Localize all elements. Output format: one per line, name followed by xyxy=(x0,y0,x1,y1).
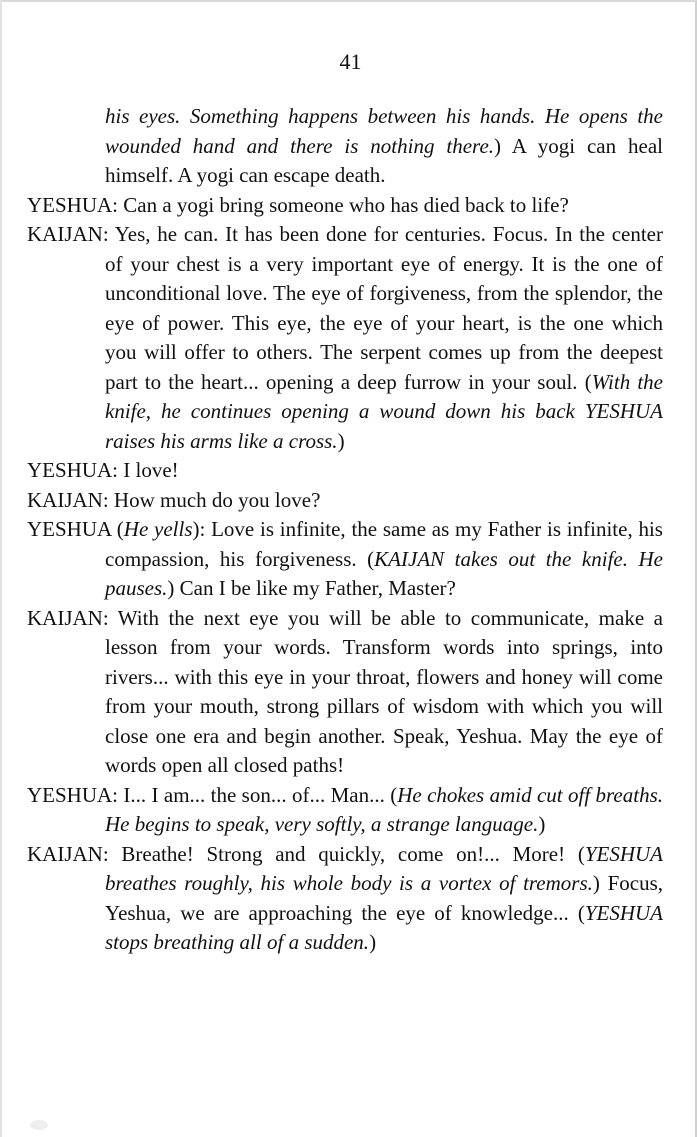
dialogue-line xyxy=(2,102,697,191)
speaker-name: KAIJAN: xyxy=(27,487,109,512)
dialogue-text: How much do you love? xyxy=(108,487,321,512)
speaker-name: YESHUA xyxy=(27,517,112,541)
dialogue-text: ) xyxy=(369,930,377,954)
dialogue-line xyxy=(2,840,697,958)
dialogue-text: With the next eye you will be able to communicate, make a lesson from your words. Transform words into springs, into rivers... with this eye in your throat, flowers and honey will come from your mouth, strong pillars of wisdom with which you will close one era and begin another. Speak, Yeshua. May the eye of words open all closed paths! xyxy=(105,605,663,777)
script-text xyxy=(2,102,697,958)
dialogue-text: ( xyxy=(111,517,124,541)
dialogue-text: Yes, he can. It has been done for centuries. Focus. In the center of your chest is a very important eye of energy. It is the one of unconditional love. The eye of forgiveness, from the splendor, the eye of power. This eye, the eye of your heart, is the one which you will offer to others. The serpent comes up from the deepest part to the heart... opening a deep furrow in your soul. ( xyxy=(105,222,663,394)
stage-direction: YESHUA stops breathing all of a sudden. xyxy=(105,900,663,954)
speaker-name: KAIJAN: xyxy=(27,605,109,630)
dialogue-line xyxy=(2,456,697,486)
dialogue-text: I love! xyxy=(118,458,179,482)
dialogue-line xyxy=(2,191,697,221)
dialogue-text: ) Can I be like my Father, Master? xyxy=(167,576,456,600)
dialogue-text: ) xyxy=(538,812,546,836)
speaker-name: YESHUA: xyxy=(27,458,119,482)
stage-direction: his eyes. Something happens between his hands. He opens the wounded hand and there is nothing there. xyxy=(105,104,663,158)
speaker-name: KAIJAN: xyxy=(27,841,109,866)
stage-direction: He chokes amid cut off breaths. He begins to speak, very softly, a strange language. xyxy=(105,782,664,836)
stage-direction: KAIJAN takes out the knife. He pauses. xyxy=(105,546,663,600)
stage-direction: With the knife, he continues opening a wound down his back YESHUA raises his arms like a cross. xyxy=(105,369,663,453)
stage-direction: YESHUA breathes roughly, his whole body is a vortex of tremors. xyxy=(105,841,663,895)
dialogue-line xyxy=(2,515,697,604)
dialogue-text: ) xyxy=(337,428,345,453)
speaker-name: KAIJAN: xyxy=(27,222,109,246)
speaker-name: YESHUA: xyxy=(27,782,119,807)
paper-smudge xyxy=(30,1120,48,1130)
speaker-name: YESHUA: xyxy=(27,192,119,217)
dialogue-line xyxy=(2,781,697,840)
dialogue-line xyxy=(2,604,697,781)
dialogue-text: ) A yogi can heal himself. A yogi can escape death. xyxy=(105,133,663,187)
dialogue-text: ) Focus, Yeshua, we are approaching the eye of knowledge... ( xyxy=(105,871,663,925)
dialogue-line xyxy=(2,220,697,456)
dialogue-text: Can a yogi bring someone who has died back to life? xyxy=(118,192,569,217)
dialogue-text: ): Love is infinite, the same as my Father is infinite, his compassion, his forgiveness. ( xyxy=(105,517,663,571)
stage-direction: He yells xyxy=(123,517,193,541)
dialogue-text: Breathe! Strong and quickly, come on!... More! ( xyxy=(108,841,585,866)
dialogue-line xyxy=(2,486,697,516)
dialogue-text: I... I am... the son... of... Man... ( xyxy=(118,782,398,807)
page-number: 41 xyxy=(339,49,362,74)
